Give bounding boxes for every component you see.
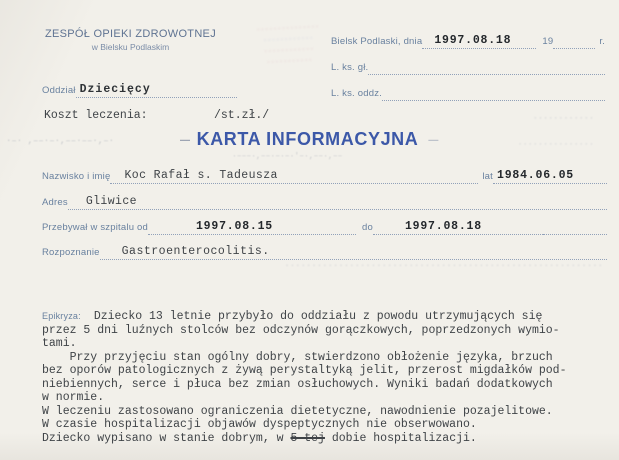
cost-value: /st.zł./ [213,109,270,122]
name-row [42,168,607,184]
ledger-main-label: L. ks. gł. [331,62,369,73]
age-field [493,168,607,184]
ward-label: Oddział [42,85,76,96]
cost-row [44,105,269,123]
ward-field [76,82,237,98]
diagnosis-field [100,244,607,260]
organization-subtitle: w Bielsku Podlaskim [91,42,170,52]
epicrisis-line [42,351,602,365]
diagnosis-value: Gastroenterocolitis. [121,245,270,258]
name-label: Nazwisko i imię [42,171,111,182]
ward-row [42,82,237,98]
stay-to-label: do [361,222,373,233]
stay-from-value: 1997.08.15 [195,220,273,233]
birthdate-value: 1984.06.05 [497,169,575,182]
year-field [553,33,595,49]
epicrisis-text: w normie. [42,391,105,404]
date-field [422,33,536,49]
stay-to-value: 1997.08.18 [404,220,482,233]
address-row [42,194,607,210]
year-suffix: r. [599,36,605,47]
page-title: – KARTA INFORMACYJNA – [180,129,439,150]
epicrisis-label: Epikryza: [42,311,81,321]
age-label: lat [482,171,493,182]
epicrisis-line [42,391,602,405]
stay-from-field [148,219,356,235]
date-value: 1997.08.18 [434,34,512,47]
ledger-ward-row [331,85,605,101]
address-field [68,194,607,210]
epicrisis-text: bez oporów patologicznych z żywą perystaltyką jelit, przerost migdałków pod- [42,364,567,377]
bleedthrough-marks [232,152,442,161]
diagnosis-row [42,244,607,260]
epicrisis-struck-text: 5-tej [290,431,325,445]
stay-row [42,219,607,235]
epicrisis-text: Przy przyjęciu stan ogólny dobry, stwierdzono obłożenie języka, brzuch [42,350,553,364]
epicrisis-line [42,418,602,432]
ledger-main-field [368,59,605,75]
faded-stamp-ghost [227,21,352,87]
bleedthrough-line [18,261,603,271]
epicrisis-text: Dziecko wypisano w stanie dobrym, w [42,431,291,445]
title-row [0,129,619,150]
stay-trailing-field [543,219,607,235]
place-date-label: Bielsk Podlaski, dnia [331,36,423,47]
organization-name: ZESPÓŁ OPIEKI ZDROWOTNEJ [45,28,216,40]
epicrisis-line [42,324,602,338]
epicrisis-text: przez 5 dni luźnych stolców bez odczynów gorączkowych, poprzedzonych wymio- [42,323,560,337]
cost-label: Koszt leczenia: [44,109,148,122]
place-date-row [331,33,605,49]
ledger-main-row [331,59,605,75]
epicrisis-text: dobie hospitalizacji. [324,431,477,445]
ward-value: Dziecięcy [79,83,151,96]
address-label: Adres [42,197,68,208]
year-prefix: 19 [542,36,554,47]
epicrisis-final-line [42,432,602,446]
epicrisis-line [42,310,602,324]
epicrisis-text: niebiennych, serce i płuca bez zmian osłuchowych. Wyniki badań dodatkowych [42,377,553,391]
organization-block [38,28,223,52]
epicrisis-text: W leczeniu zastosowano ograniczenia dietetyczne, nawodnienie pozajelitowe. [42,404,553,418]
name-field [110,168,478,184]
ledger-ward-label: L. ks. oddz. [331,88,382,99]
stay-label: Przebywał w szpitalu od [42,222,148,233]
ledger-ward-field [382,85,605,101]
epicrisis-line [42,337,602,351]
diagnosis-label: Rozpoznanie [42,247,100,258]
address-value: Gliwice [85,195,137,208]
epicrisis-line [42,405,602,419]
epicrisis-text: tami. [42,337,77,350]
epicrisis-line [42,378,602,392]
epicrisis-text: W czasie hospitalizacji objawów dyspeptycznych nie obserwowano. [42,418,477,431]
epicrisis-line [42,364,602,378]
epicrisis-section [42,310,602,445]
stay-to-field [373,219,543,235]
name-value: Koc Rafał s. Tadeusza [124,169,278,182]
epicrisis-text: Dziecko 13 letnie przybyło do oddziału z powodu utrzymujących się [93,310,543,323]
bleedthrough-marks [444,113,594,123]
